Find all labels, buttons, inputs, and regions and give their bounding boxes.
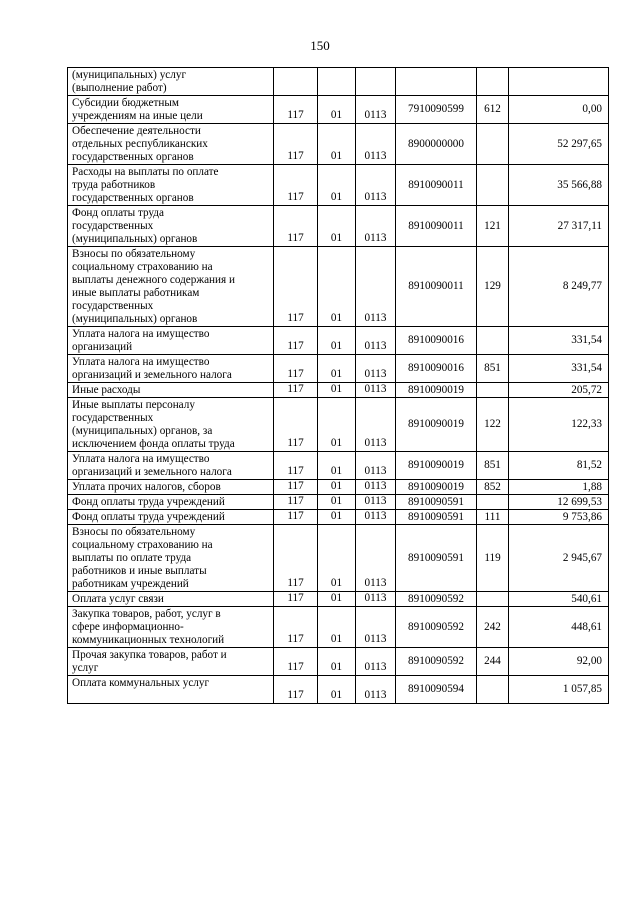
table-row (68, 68, 609, 96)
table-row (68, 676, 609, 704)
row-csr-cell: 8910090011 (396, 247, 477, 327)
row-rz-cell: 01 (318, 124, 356, 165)
table-row (68, 480, 609, 495)
row-vr-cell (477, 165, 509, 206)
row-sum-cell: 9 753,86 (509, 510, 609, 525)
row-sum-cell (509, 68, 609, 96)
row-vr-cell: 851 (477, 452, 509, 480)
row-csr-cell: 8910090594 (396, 676, 477, 704)
row-vr-cell: 119 (477, 525, 509, 592)
row-sum-cell: 540,61 (509, 592, 609, 607)
row-name-cell: Уплата прочих налогов, сборов (68, 480, 274, 495)
budget-table-body (68, 68, 609, 704)
row-rz-cell: 01 (318, 398, 356, 452)
row-ved-cell: 117 (274, 124, 318, 165)
budget-table (67, 67, 609, 704)
row-ved-cell: 117 (274, 165, 318, 206)
row-sum-cell: 1 057,85 (509, 676, 609, 704)
row-sum-cell: 1,88 (509, 480, 609, 495)
row-ved-cell: 117 (274, 676, 318, 704)
row-vr-cell: 852 (477, 480, 509, 495)
row-vr-cell (477, 327, 509, 355)
row-rz-cell: 01 (318, 355, 356, 383)
table-row (68, 247, 609, 327)
row-name-cell: Иные расходы (68, 383, 274, 398)
row-ved-cell: 117 (274, 383, 318, 398)
row-vr-cell (477, 495, 509, 510)
row-csr-cell: 8910090019 (396, 452, 477, 480)
row-rz-cell (318, 68, 356, 96)
row-name-cell: Субсидии бюджетным учреждениям на иные цели (68, 96, 274, 124)
row-pr-cell: 0113 (356, 592, 396, 607)
row-csr-cell: 8910090592 (396, 607, 477, 648)
table-row (68, 165, 609, 206)
row-sum-cell: 331,54 (509, 327, 609, 355)
row-vr-cell (477, 676, 509, 704)
row-sum-cell: 81,52 (509, 452, 609, 480)
row-rz-cell: 01 (318, 206, 356, 247)
row-ved-cell: 117 (274, 510, 318, 525)
row-name-cell: Фонд оплаты труда учреждений (68, 495, 274, 510)
row-vr-cell: 851 (477, 355, 509, 383)
row-csr-cell: 8910090019 (396, 398, 477, 452)
table-row (68, 495, 609, 510)
row-csr-cell: 8910090592 (396, 648, 477, 676)
row-rz-cell: 01 (318, 648, 356, 676)
row-pr-cell: 0113 (356, 525, 396, 592)
row-name-cell: Фонд оплаты труда государственных (муниципальных) органов (68, 206, 274, 247)
row-csr-cell: 8910090016 (396, 327, 477, 355)
row-rz-cell: 01 (318, 676, 356, 704)
row-sum-cell: 0,00 (509, 96, 609, 124)
row-sum-cell: 92,00 (509, 648, 609, 676)
row-csr-cell: 8900000000 (396, 124, 477, 165)
row-vr-cell (477, 383, 509, 398)
row-sum-cell: 52 297,65 (509, 124, 609, 165)
row-name-cell: Иные выплаты персоналу государственных (муниципальных) органов, за исключением фонда оплаты труда (68, 398, 274, 452)
row-sum-cell: 8 249,77 (509, 247, 609, 327)
row-sum-cell: 205,72 (509, 383, 609, 398)
row-rz-cell: 01 (318, 510, 356, 525)
row-vr-cell: 244 (477, 648, 509, 676)
row-pr-cell: 0113 (356, 124, 396, 165)
table-row (68, 206, 609, 247)
row-vr-cell (477, 68, 509, 96)
table-row (68, 607, 609, 648)
row-ved-cell: 117 (274, 247, 318, 327)
row-sum-cell: 331,54 (509, 355, 609, 383)
row-ved-cell: 117 (274, 96, 318, 124)
row-sum-cell: 448,61 (509, 607, 609, 648)
row-csr-cell: 8910090019 (396, 480, 477, 495)
row-csr-cell: 7910090599 (396, 96, 477, 124)
row-csr-cell: 8910090019 (396, 383, 477, 398)
row-pr-cell: 0113 (356, 96, 396, 124)
row-pr-cell: 0113 (356, 648, 396, 676)
row-ved-cell: 117 (274, 607, 318, 648)
row-sum-cell: 122,33 (509, 398, 609, 452)
table-row (68, 398, 609, 452)
row-rz-cell: 01 (318, 165, 356, 206)
row-csr-cell: 8910090592 (396, 592, 477, 607)
row-pr-cell: 0113 (356, 495, 396, 510)
row-pr-cell: 0113 (356, 510, 396, 525)
row-vr-cell: 111 (477, 510, 509, 525)
row-vr-cell: 122 (477, 398, 509, 452)
row-rz-cell: 01 (318, 96, 356, 124)
row-vr-cell: 129 (477, 247, 509, 327)
row-pr-cell: 0113 (356, 327, 396, 355)
row-pr-cell: 0113 (356, 383, 396, 398)
row-name-cell: Уплата налога на имущество организаций и земельного налога (68, 355, 274, 383)
row-name-cell: Взносы по обязательному социальному страхованию на выплаты по оплате труда работников и иные выплаты работникам учреждений (68, 525, 274, 592)
row-name-cell: Обеспечение деятельности отдельных республиканских государственных органов (68, 124, 274, 165)
row-ved-cell: 117 (274, 648, 318, 676)
row-ved-cell: 117 (274, 480, 318, 495)
row-pr-cell: 0113 (356, 247, 396, 327)
row-ved-cell: 117 (274, 525, 318, 592)
row-name-cell: (муниципальных) услуг (выполнение работ) (68, 68, 274, 96)
row-ved-cell: 117 (274, 355, 318, 383)
table-row (68, 510, 609, 525)
row-vr-cell: 121 (477, 206, 509, 247)
row-ved-cell (274, 68, 318, 96)
row-vr-cell: 242 (477, 607, 509, 648)
row-pr-cell: 0113 (356, 355, 396, 383)
row-name-cell: Фонд оплаты труда учреждений (68, 510, 274, 525)
row-ved-cell: 117 (274, 206, 318, 247)
row-ved-cell: 117 (274, 327, 318, 355)
row-pr-cell: 0113 (356, 607, 396, 648)
table-row (68, 327, 609, 355)
row-csr-cell: 8910090011 (396, 206, 477, 247)
row-vr-cell: 612 (477, 96, 509, 124)
row-name-cell: Расходы на выплаты по оплате труда работников государственных органов (68, 165, 274, 206)
row-csr-cell: 8910090591 (396, 510, 477, 525)
row-pr-cell: 0113 (356, 480, 396, 495)
table-row (68, 124, 609, 165)
row-name-cell: Уплата налога на имущество организаций (68, 327, 274, 355)
row-sum-cell: 12 699,53 (509, 495, 609, 510)
row-rz-cell: 01 (318, 327, 356, 355)
row-rz-cell: 01 (318, 247, 356, 327)
row-ved-cell: 117 (274, 398, 318, 452)
row-pr-cell: 0113 (356, 165, 396, 206)
row-name-cell: Оплата коммунальных услуг (68, 676, 274, 704)
row-sum-cell: 2 945,67 (509, 525, 609, 592)
row-pr-cell: 0113 (356, 452, 396, 480)
table-row (68, 355, 609, 383)
row-rz-cell: 01 (318, 525, 356, 592)
page-number: 150 (310, 38, 330, 53)
table-row (68, 648, 609, 676)
row-csr-cell (396, 68, 477, 96)
row-name-cell: Прочая закупка товаров, работ и услуг (68, 648, 274, 676)
row-sum-cell: 35 566,88 (509, 165, 609, 206)
row-pr-cell (356, 68, 396, 96)
table-row (68, 383, 609, 398)
table-row (68, 452, 609, 480)
row-name-cell: Взносы по обязательному социальному страхованию на выплаты денежного содержания и иные выплаты работникам государственных (муниципальных) органов (68, 247, 274, 327)
row-csr-cell: 8910090016 (396, 355, 477, 383)
row-name-cell: Уплата налога на имущество организаций и земельного налога (68, 452, 274, 480)
row-sum-cell: 27 317,11 (509, 206, 609, 247)
table-row (68, 592, 609, 607)
row-rz-cell: 01 (318, 452, 356, 480)
row-rz-cell: 01 (318, 607, 356, 648)
row-name-cell: Оплата услуг связи (68, 592, 274, 607)
row-vr-cell (477, 592, 509, 607)
row-rz-cell: 01 (318, 383, 356, 398)
row-rz-cell: 01 (318, 592, 356, 607)
table-row (68, 96, 609, 124)
row-vr-cell (477, 124, 509, 165)
row-pr-cell: 0113 (356, 206, 396, 247)
row-rz-cell: 01 (318, 495, 356, 510)
row-ved-cell: 117 (274, 495, 318, 510)
row-csr-cell: 8910090591 (396, 495, 477, 510)
row-csr-cell: 8910090591 (396, 525, 477, 592)
row-csr-cell: 8910090011 (396, 165, 477, 206)
row-ved-cell: 117 (274, 592, 318, 607)
row-name-cell: Закупка товаров, работ, услуг в сфере информационно- коммуникационных технологий (68, 607, 274, 648)
row-rz-cell: 01 (318, 480, 356, 495)
row-pr-cell: 0113 (356, 676, 396, 704)
row-pr-cell: 0113 (356, 398, 396, 452)
table-row (68, 525, 609, 592)
row-ved-cell: 117 (274, 452, 318, 480)
